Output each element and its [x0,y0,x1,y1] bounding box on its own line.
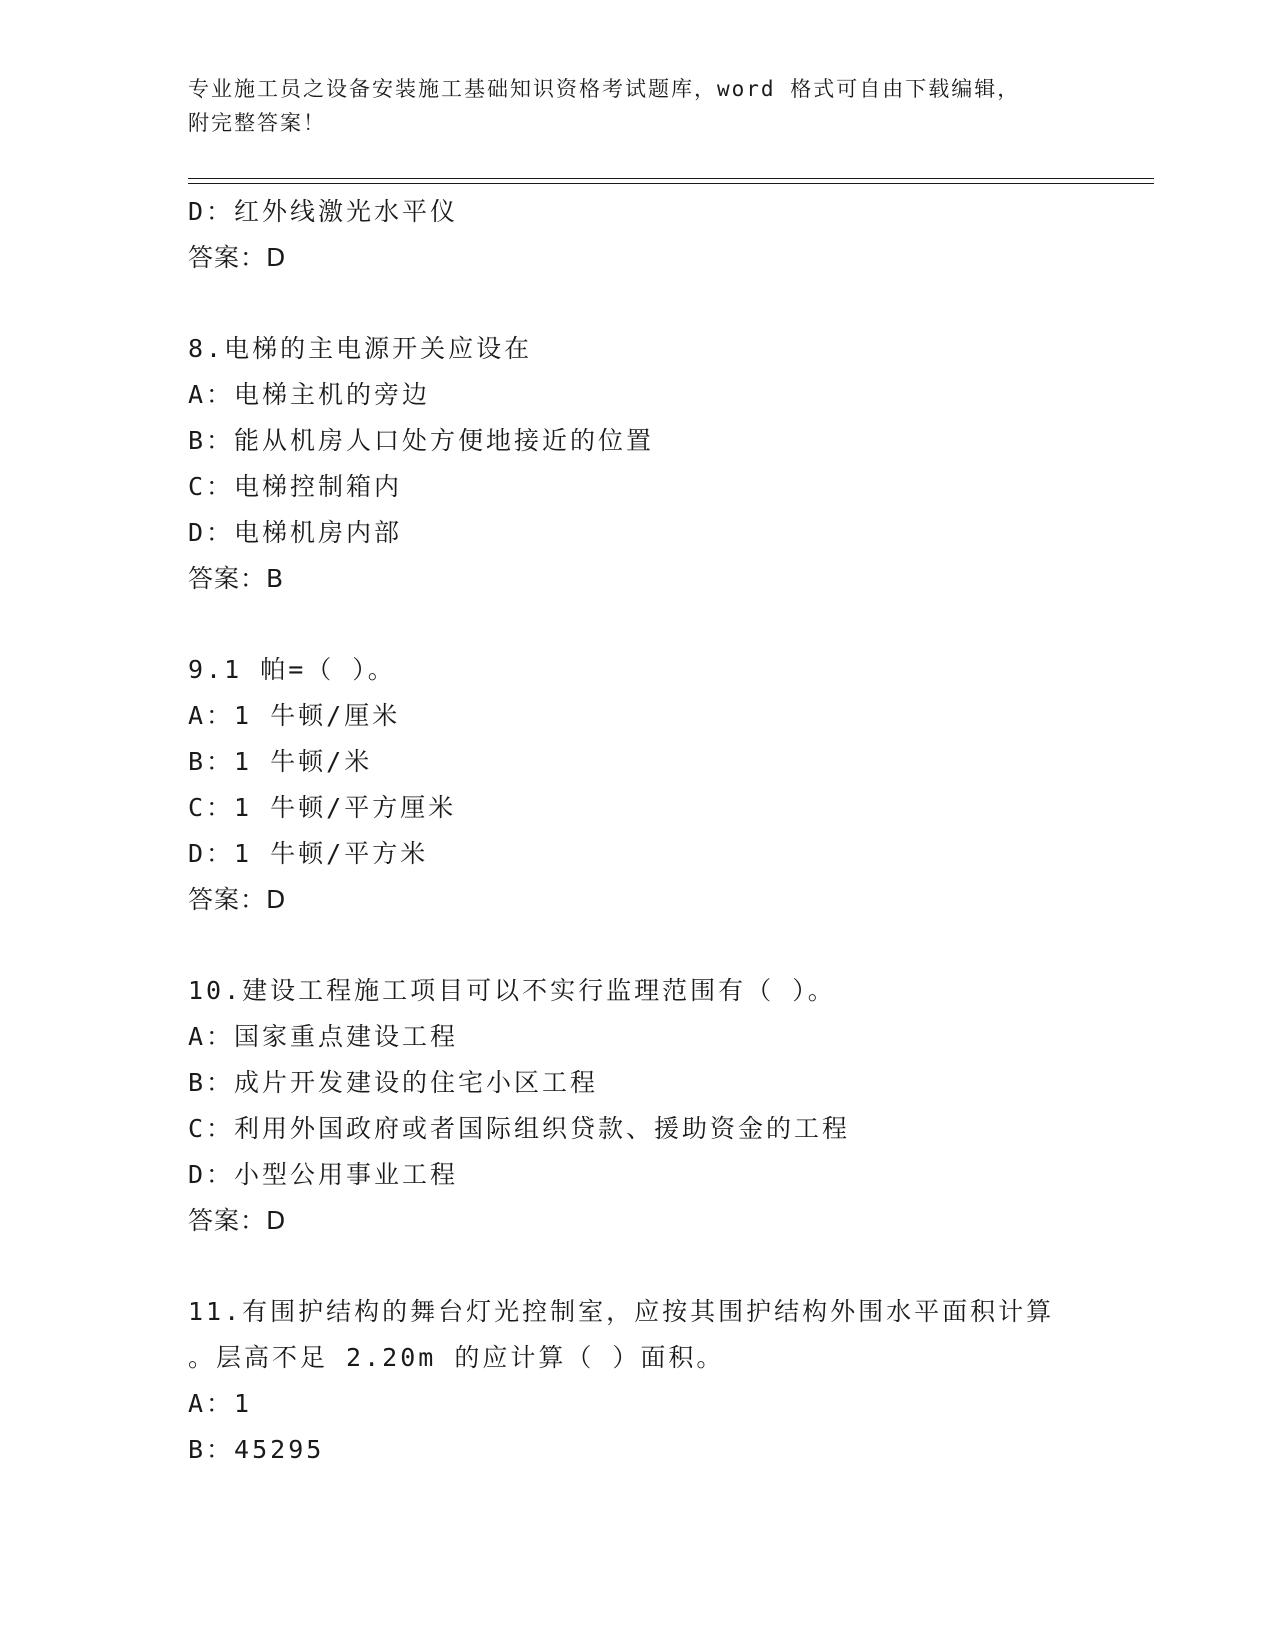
answer-line: 答案：B [188,564,285,593]
question-line: A：电梯主机的旁边 [188,380,431,409]
question-line: D：电梯机房内部 [188,518,403,547]
header-divider-bottom [188,183,1154,184]
question-line: C：1 牛顿/平方厘米 [188,793,457,822]
block-gap [188,923,1088,968]
question-line: B：1 牛顿/米 [188,747,373,776]
question-line: A：国家重点建设工程 [188,1022,459,1051]
question-block [188,647,1088,923]
answer-line: 答案：D [188,243,287,272]
answer-line: 答案：D [188,885,287,914]
block-gap [188,281,1088,326]
question-text: 10.建设工程施工项目可以不实行监理范围有（ ）。 [188,976,836,1005]
header-line-2: 附完整答案！ [188,111,326,135]
answer-line: 答案：D [188,1206,287,1235]
question-line: A：1 [188,1389,253,1418]
question-line: D：1 牛顿/平方米 [188,839,429,868]
question-text: 9.1 帕=（ ）。 [188,655,396,684]
document-header [188,72,1088,140]
question-line: B：45295 [188,1435,325,1464]
question-line: 。层高不足 2.20m 的应计算（ ）面积。 [188,1343,725,1372]
question-block [188,189,1088,281]
question-block [188,1289,1088,1473]
header-line-1: 专业施工员之设备安装施工基础知识资格考试题库，word 格式可自由下载编辑， [188,77,1021,101]
question-text: 8.电梯的主电源开关应设在 [188,334,533,363]
question-text: 11.有围护结构的舞台灯光控制室，应按其围护结构外围水平面积计算 [188,1297,1055,1326]
question-line: B：成片开发建设的住宅小区工程 [188,1068,599,1097]
question-line: D：红外线激光水平仪 [188,197,459,226]
header-divider-top [188,178,1154,179]
question-block [188,968,1088,1244]
question-list [188,189,1088,1473]
question-block [188,326,1088,602]
block-gap [188,1244,1088,1289]
block-gap [188,602,1088,647]
question-line: D：小型公用事业工程 [188,1160,459,1189]
question-line: C：利用外国政府或者国际组织贷款、援助资金的工程 [188,1114,851,1143]
question-line: B：能从机房人口处方便地接近的位置 [188,426,655,455]
question-line: C：电梯控制箱内 [188,472,403,501]
question-line: A：1 牛顿/厘米 [188,701,401,730]
